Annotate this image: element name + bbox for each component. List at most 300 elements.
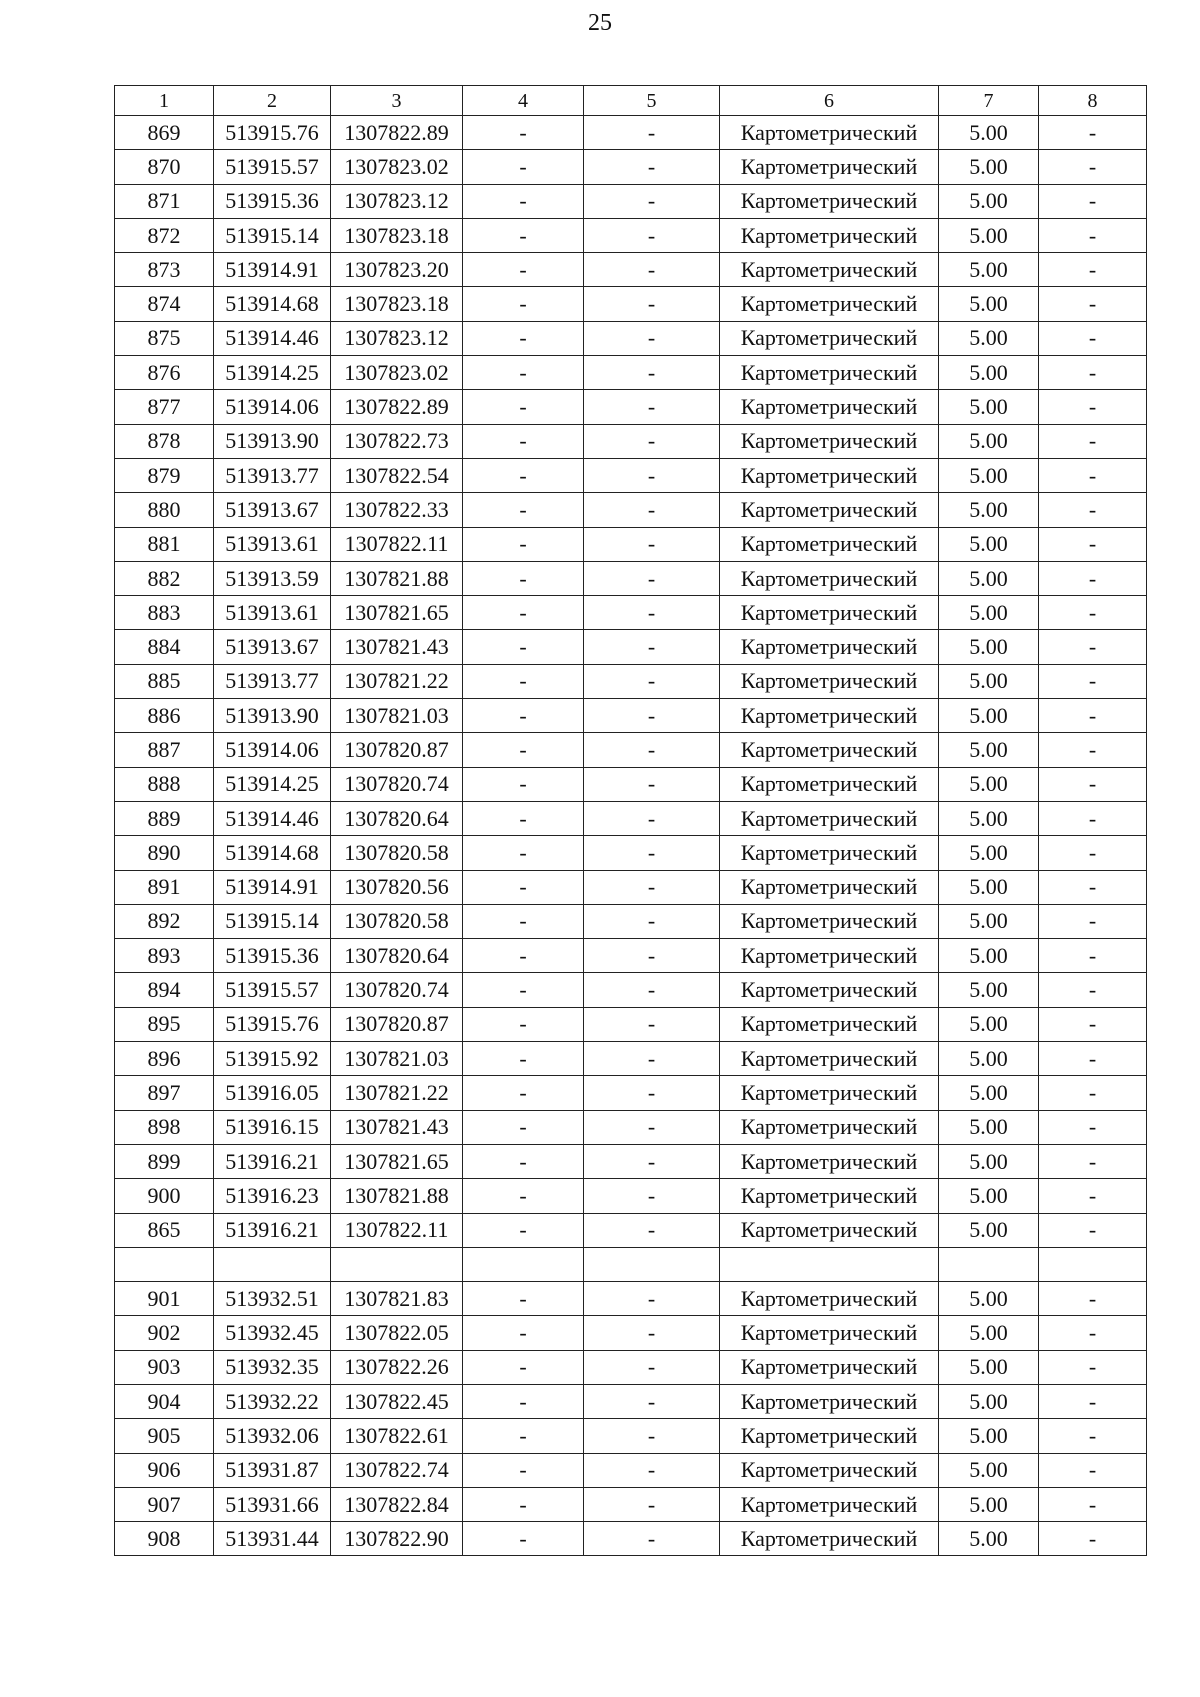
table-cell: 906 — [115, 1453, 214, 1487]
table-cell: - — [584, 287, 720, 321]
separator-row — [115, 1247, 1147, 1281]
table-cell: 5.00 — [939, 321, 1039, 355]
table-cell: 5.00 — [939, 973, 1039, 1007]
table-cell — [331, 1247, 463, 1281]
table-cell: 5.00 — [939, 116, 1039, 150]
table-cell: 5.00 — [939, 1350, 1039, 1384]
table-cell: Картометрический — [720, 1110, 939, 1144]
table-cell: 902 — [115, 1316, 214, 1350]
table-cell: - — [1039, 1522, 1147, 1556]
table-cell: - — [1039, 836, 1147, 870]
table-row — [115, 801, 1147, 835]
table-cell: 1307823.12 — [331, 184, 463, 218]
table-cell: - — [584, 116, 720, 150]
table-cell: 513916.21 — [214, 1213, 331, 1247]
table-cell: 1307822.90 — [331, 1522, 463, 1556]
table-cell: - — [1039, 184, 1147, 218]
table-cell: 5.00 — [939, 767, 1039, 801]
table-cell: 5.00 — [939, 218, 1039, 252]
table-cell: 904 — [115, 1384, 214, 1418]
table-cell: 513913.59 — [214, 561, 331, 595]
table-cell: Картометрический — [720, 836, 939, 870]
table-cell: 5.00 — [939, 699, 1039, 733]
table-cell: - — [584, 939, 720, 973]
table-cell: 513915.57 — [214, 973, 331, 1007]
table-cell: Картометрический — [720, 218, 939, 252]
table-cell: - — [584, 904, 720, 938]
table-cell: 888 — [115, 767, 214, 801]
table-cell: 5.00 — [939, 664, 1039, 698]
table-row — [115, 1144, 1147, 1178]
table-row — [115, 939, 1147, 973]
table-cell: Картометрический — [720, 801, 939, 835]
table-row — [115, 767, 1147, 801]
table-row — [115, 1213, 1147, 1247]
table-cell: 895 — [115, 1007, 214, 1041]
table-cell: - — [1039, 767, 1147, 801]
table-cell: - — [1039, 733, 1147, 767]
table-cell: - — [1039, 1110, 1147, 1144]
table-cell: 875 — [115, 321, 214, 355]
table-row — [115, 1316, 1147, 1350]
table-row — [115, 561, 1147, 595]
table-cell: 513915.36 — [214, 939, 331, 973]
table-cell: - — [463, 1316, 584, 1350]
table-cell: 1307821.83 — [331, 1282, 463, 1316]
table-cell: Картометрический — [720, 253, 939, 287]
table-cell: - — [463, 973, 584, 1007]
table-cell: 513914.06 — [214, 733, 331, 767]
table-row — [115, 1350, 1147, 1384]
table-cell: 513932.22 — [214, 1384, 331, 1418]
table-cell: 5.00 — [939, 253, 1039, 287]
table-cell: 5.00 — [939, 1384, 1039, 1418]
table-cell: Картометрический — [720, 356, 939, 390]
table-cell: - — [463, 733, 584, 767]
table-cell: 513913.61 — [214, 596, 331, 630]
table-cell: - — [1039, 1144, 1147, 1178]
table-cell — [463, 1247, 584, 1281]
table-cell: - — [584, 1007, 720, 1041]
table-cell: 5.00 — [939, 1282, 1039, 1316]
table-cell: 513915.14 — [214, 218, 331, 252]
table-cell: - — [584, 973, 720, 1007]
table-cell: - — [463, 253, 584, 287]
table-cell: 513913.90 — [214, 424, 331, 458]
column-header: 7 — [939, 86, 1039, 116]
table-row — [115, 493, 1147, 527]
table-cell: 513915.36 — [214, 184, 331, 218]
table-cell: 513913.90 — [214, 699, 331, 733]
table-cell: 5.00 — [939, 390, 1039, 424]
table-row — [115, 1384, 1147, 1418]
table-cell: 879 — [115, 458, 214, 492]
table-cell: 513932.51 — [214, 1282, 331, 1316]
table-cell: - — [584, 1076, 720, 1110]
table-row — [115, 1179, 1147, 1213]
table-cell: 1307821.88 — [331, 561, 463, 595]
table-cell: 899 — [115, 1144, 214, 1178]
table-cell: 5.00 — [939, 596, 1039, 630]
table-cell: - — [584, 1522, 720, 1556]
table-cell: 5.00 — [939, 904, 1039, 938]
table-cell: 513913.61 — [214, 527, 331, 561]
table-cell: - — [1039, 150, 1147, 184]
table-cell: - — [584, 1042, 720, 1076]
table-cell: - — [1039, 1419, 1147, 1453]
table-cell: - — [584, 836, 720, 870]
table-row — [115, 218, 1147, 252]
table-cell: - — [584, 596, 720, 630]
table-cell: - — [584, 424, 720, 458]
table-cell: - — [1039, 973, 1147, 1007]
table-cell: 513915.14 — [214, 904, 331, 938]
table-cell: 5.00 — [939, 287, 1039, 321]
table-cell: - — [1039, 596, 1147, 630]
table-cell: 5.00 — [939, 458, 1039, 492]
table-cell: - — [584, 733, 720, 767]
table-cell: - — [584, 870, 720, 904]
table-cell: Картометрический — [720, 630, 939, 664]
table-cell: Картометрический — [720, 1419, 939, 1453]
table-cell: 1307820.74 — [331, 767, 463, 801]
table-cell — [214, 1247, 331, 1281]
table-row — [115, 1419, 1147, 1453]
table-row — [115, 1042, 1147, 1076]
table-cell: 882 — [115, 561, 214, 595]
table-cell: 1307821.03 — [331, 699, 463, 733]
table-cell: 5.00 — [939, 939, 1039, 973]
table-cell: 901 — [115, 1282, 214, 1316]
table-cell: Картометрический — [720, 1487, 939, 1521]
table-cell: - — [1039, 253, 1147, 287]
table-cell: Картометрический — [720, 390, 939, 424]
table-row — [115, 321, 1147, 355]
table-cell: - — [463, 1007, 584, 1041]
table-cell: - — [1039, 1042, 1147, 1076]
table-cell: Картометрический — [720, 150, 939, 184]
table-cell: 513932.35 — [214, 1350, 331, 1384]
table-row — [115, 1487, 1147, 1521]
table-cell: 898 — [115, 1110, 214, 1144]
table-cell: Картометрический — [720, 870, 939, 904]
table-cell: 5.00 — [939, 1042, 1039, 1076]
table-cell: 5.00 — [939, 733, 1039, 767]
table-cell: Картометрический — [720, 1076, 939, 1110]
table-cell: - — [463, 1453, 584, 1487]
table-cell: - — [463, 904, 584, 938]
table-cell: - — [463, 1144, 584, 1178]
table-cell: Картометрический — [720, 904, 939, 938]
column-header: 6 — [720, 86, 939, 116]
table-row — [115, 287, 1147, 321]
table-cell: - — [463, 458, 584, 492]
column-header: 1 — [115, 86, 214, 116]
table-cell: Картометрический — [720, 561, 939, 595]
table-cell: 1307822.33 — [331, 493, 463, 527]
table-cell: 1307822.73 — [331, 424, 463, 458]
table-cell: - — [463, 801, 584, 835]
table-cell: 513915.76 — [214, 116, 331, 150]
table-cell: Картометрический — [720, 1384, 939, 1418]
table-cell: - — [584, 253, 720, 287]
table-cell: - — [584, 458, 720, 492]
table-cell: 513914.68 — [214, 287, 331, 321]
table-row — [115, 664, 1147, 698]
table-cell: 513932.06 — [214, 1419, 331, 1453]
table-cell: - — [463, 184, 584, 218]
table-cell: - — [463, 561, 584, 595]
table-cell: 880 — [115, 493, 214, 527]
table-cell: - — [584, 321, 720, 355]
table-cell — [115, 1247, 214, 1281]
table-cell: 5.00 — [939, 1076, 1039, 1110]
table-row — [115, 1453, 1147, 1487]
table-cell: 907 — [115, 1487, 214, 1521]
table-cell: 877 — [115, 390, 214, 424]
table-cell: - — [463, 1419, 584, 1453]
table-cell: 893 — [115, 939, 214, 973]
table-cell: - — [584, 664, 720, 698]
table-row — [115, 1076, 1147, 1110]
table-cell: 5.00 — [939, 561, 1039, 595]
table-cell: Картометрический — [720, 596, 939, 630]
table-cell: 5.00 — [939, 527, 1039, 561]
table-row — [115, 1110, 1147, 1144]
table-cell: - — [584, 1144, 720, 1178]
table-cell: - — [1039, 699, 1147, 733]
table-cell: - — [584, 1110, 720, 1144]
table-row — [115, 424, 1147, 458]
table-cell: - — [584, 1487, 720, 1521]
table-cell: 1307823.18 — [331, 218, 463, 252]
table-row — [115, 458, 1147, 492]
table-cell: - — [1039, 287, 1147, 321]
table-cell: 5.00 — [939, 1144, 1039, 1178]
table-row — [115, 733, 1147, 767]
table-cell: - — [1039, 218, 1147, 252]
table-cell: Картометрический — [720, 1316, 939, 1350]
table-cell — [720, 1247, 939, 1281]
table-cell: 513913.67 — [214, 630, 331, 664]
table-cell: Картометрический — [720, 1179, 939, 1213]
table-cell: 1307822.26 — [331, 1350, 463, 1384]
table-cell: - — [1039, 1076, 1147, 1110]
table-cell: - — [463, 1522, 584, 1556]
column-header: 5 — [584, 86, 720, 116]
table-cell: 1307822.89 — [331, 390, 463, 424]
table-cell: - — [584, 561, 720, 595]
table-cell: 1307823.18 — [331, 287, 463, 321]
table-cell: 5.00 — [939, 184, 1039, 218]
table-row — [115, 630, 1147, 664]
table-cell: Картометрический — [720, 664, 939, 698]
table-cell: - — [463, 150, 584, 184]
table-cell: 1307821.88 — [331, 1179, 463, 1213]
table-row — [115, 596, 1147, 630]
table-cell: 1307821.43 — [331, 1110, 463, 1144]
table-cell: 513931.66 — [214, 1487, 331, 1521]
table-cell: 513931.44 — [214, 1522, 331, 1556]
table-cell: - — [463, 767, 584, 801]
table-cell: - — [1039, 390, 1147, 424]
table-cell: 5.00 — [939, 1316, 1039, 1350]
table-cell: 865 — [115, 1213, 214, 1247]
table-cell: 1307820.87 — [331, 733, 463, 767]
table-row — [115, 253, 1147, 287]
table-cell: - — [1039, 424, 1147, 458]
table-cell: 894 — [115, 973, 214, 1007]
table-cell: Картометрический — [720, 116, 939, 150]
column-header: 8 — [1039, 86, 1147, 116]
table-cell: - — [463, 493, 584, 527]
table-cell: Картометрический — [720, 733, 939, 767]
table-cell: - — [1039, 116, 1147, 150]
table-cell: 886 — [115, 699, 214, 733]
table-cell: Картометрический — [720, 1282, 939, 1316]
table-cell: 5.00 — [939, 1213, 1039, 1247]
table-cell: 5.00 — [939, 356, 1039, 390]
table-cell: - — [1039, 458, 1147, 492]
table-cell: - — [1039, 801, 1147, 835]
table-cell: 905 — [115, 1419, 214, 1453]
table-cell: 883 — [115, 596, 214, 630]
table-cell: - — [584, 1453, 720, 1487]
table-cell: 513914.25 — [214, 767, 331, 801]
table-cell: - — [584, 356, 720, 390]
table-cell: 513914.25 — [214, 356, 331, 390]
table-cell: Картометрический — [720, 424, 939, 458]
table-cell: 1307823.12 — [331, 321, 463, 355]
table-cell: - — [1039, 356, 1147, 390]
table-cell: - — [584, 767, 720, 801]
table-cell: Картометрический — [720, 1007, 939, 1041]
table-cell: - — [463, 390, 584, 424]
table-cell: 513914.91 — [214, 870, 331, 904]
table-cell: 5.00 — [939, 1419, 1039, 1453]
table-cell: 1307821.03 — [331, 1042, 463, 1076]
table-cell: 513914.91 — [214, 253, 331, 287]
table-cell: Картометрический — [720, 1213, 939, 1247]
table-cell: - — [463, 596, 584, 630]
table-row — [115, 527, 1147, 561]
table-cell: Картометрический — [720, 1350, 939, 1384]
table-cell: - — [463, 116, 584, 150]
table-cell: Картометрический — [720, 699, 939, 733]
table-cell: - — [584, 1179, 720, 1213]
table-cell: 5.00 — [939, 801, 1039, 835]
table-cell: 1307822.05 — [331, 1316, 463, 1350]
table-cell: - — [584, 699, 720, 733]
table-cell: 5.00 — [939, 1453, 1039, 1487]
table-cell: - — [463, 1110, 584, 1144]
table-cell: Картометрический — [720, 527, 939, 561]
table-cell: - — [463, 1076, 584, 1110]
table-cell: - — [463, 664, 584, 698]
table-cell: - — [1039, 870, 1147, 904]
table-cell: 1307820.58 — [331, 836, 463, 870]
table-cell: 513913.77 — [214, 458, 331, 492]
table-cell: - — [1039, 1179, 1147, 1213]
table-cell: 5.00 — [939, 1179, 1039, 1213]
table-cell: 884 — [115, 630, 214, 664]
table-cell: - — [1039, 1316, 1147, 1350]
table-cell: - — [584, 218, 720, 252]
table-cell: - — [584, 1384, 720, 1418]
table-cell: Картометрический — [720, 1042, 939, 1076]
table-cell: 869 — [115, 116, 214, 150]
table-cell: 887 — [115, 733, 214, 767]
table-cell: 513916.23 — [214, 1179, 331, 1213]
table-cell: - — [1039, 630, 1147, 664]
table-cell: - — [1039, 561, 1147, 595]
table-cell: - — [1039, 1282, 1147, 1316]
table-cell: Картометрический — [720, 287, 939, 321]
table-cell: 1307820.58 — [331, 904, 463, 938]
table-cell: - — [463, 1487, 584, 1521]
table-cell: - — [1039, 1213, 1147, 1247]
table-cell: - — [463, 218, 584, 252]
table-cell: 513914.06 — [214, 390, 331, 424]
coordinates-table — [114, 85, 1147, 1556]
table-cell: Картометрический — [720, 184, 939, 218]
table-cell: 5.00 — [939, 1522, 1039, 1556]
table-cell: 1307820.56 — [331, 870, 463, 904]
table-cell: - — [463, 1282, 584, 1316]
table-cell: - — [1039, 1453, 1147, 1487]
table-cell: - — [584, 1213, 720, 1247]
table-cell: 1307821.22 — [331, 664, 463, 698]
table-cell: 513914.46 — [214, 801, 331, 835]
table-cell: 1307823.02 — [331, 150, 463, 184]
table-row — [115, 973, 1147, 1007]
table-row — [115, 836, 1147, 870]
table-cell: - — [463, 1042, 584, 1076]
table-cell: Картометрический — [720, 939, 939, 973]
table-cell: 513914.46 — [214, 321, 331, 355]
table-cell: 876 — [115, 356, 214, 390]
table-cell: - — [463, 1213, 584, 1247]
table-cell: 5.00 — [939, 1110, 1039, 1144]
table-cell: 1307822.54 — [331, 458, 463, 492]
table-cell: - — [463, 699, 584, 733]
table-cell: 513915.57 — [214, 150, 331, 184]
table-cell: - — [584, 1282, 720, 1316]
table-cell: Картометрический — [720, 458, 939, 492]
table-cell: - — [463, 321, 584, 355]
table-cell: 1307822.89 — [331, 116, 463, 150]
column-header: 3 — [331, 86, 463, 116]
table-cell: 513913.67 — [214, 493, 331, 527]
table-row — [115, 699, 1147, 733]
table-cell: - — [584, 184, 720, 218]
column-header: 2 — [214, 86, 331, 116]
page-number: 25 — [588, 10, 612, 36]
table-cell: 878 — [115, 424, 214, 458]
table-cell: 1307823.20 — [331, 253, 463, 287]
table-cell: Картометрический — [720, 767, 939, 801]
table-row — [115, 1522, 1147, 1556]
table-cell: - — [463, 1384, 584, 1418]
table-row — [115, 116, 1147, 150]
table-row — [115, 1282, 1147, 1316]
table-cell: 513932.45 — [214, 1316, 331, 1350]
table-cell: - — [463, 1179, 584, 1213]
table-row — [115, 390, 1147, 424]
table-cell: - — [1039, 1007, 1147, 1041]
table-cell: 513914.68 — [214, 836, 331, 870]
table-cell: - — [1039, 939, 1147, 973]
